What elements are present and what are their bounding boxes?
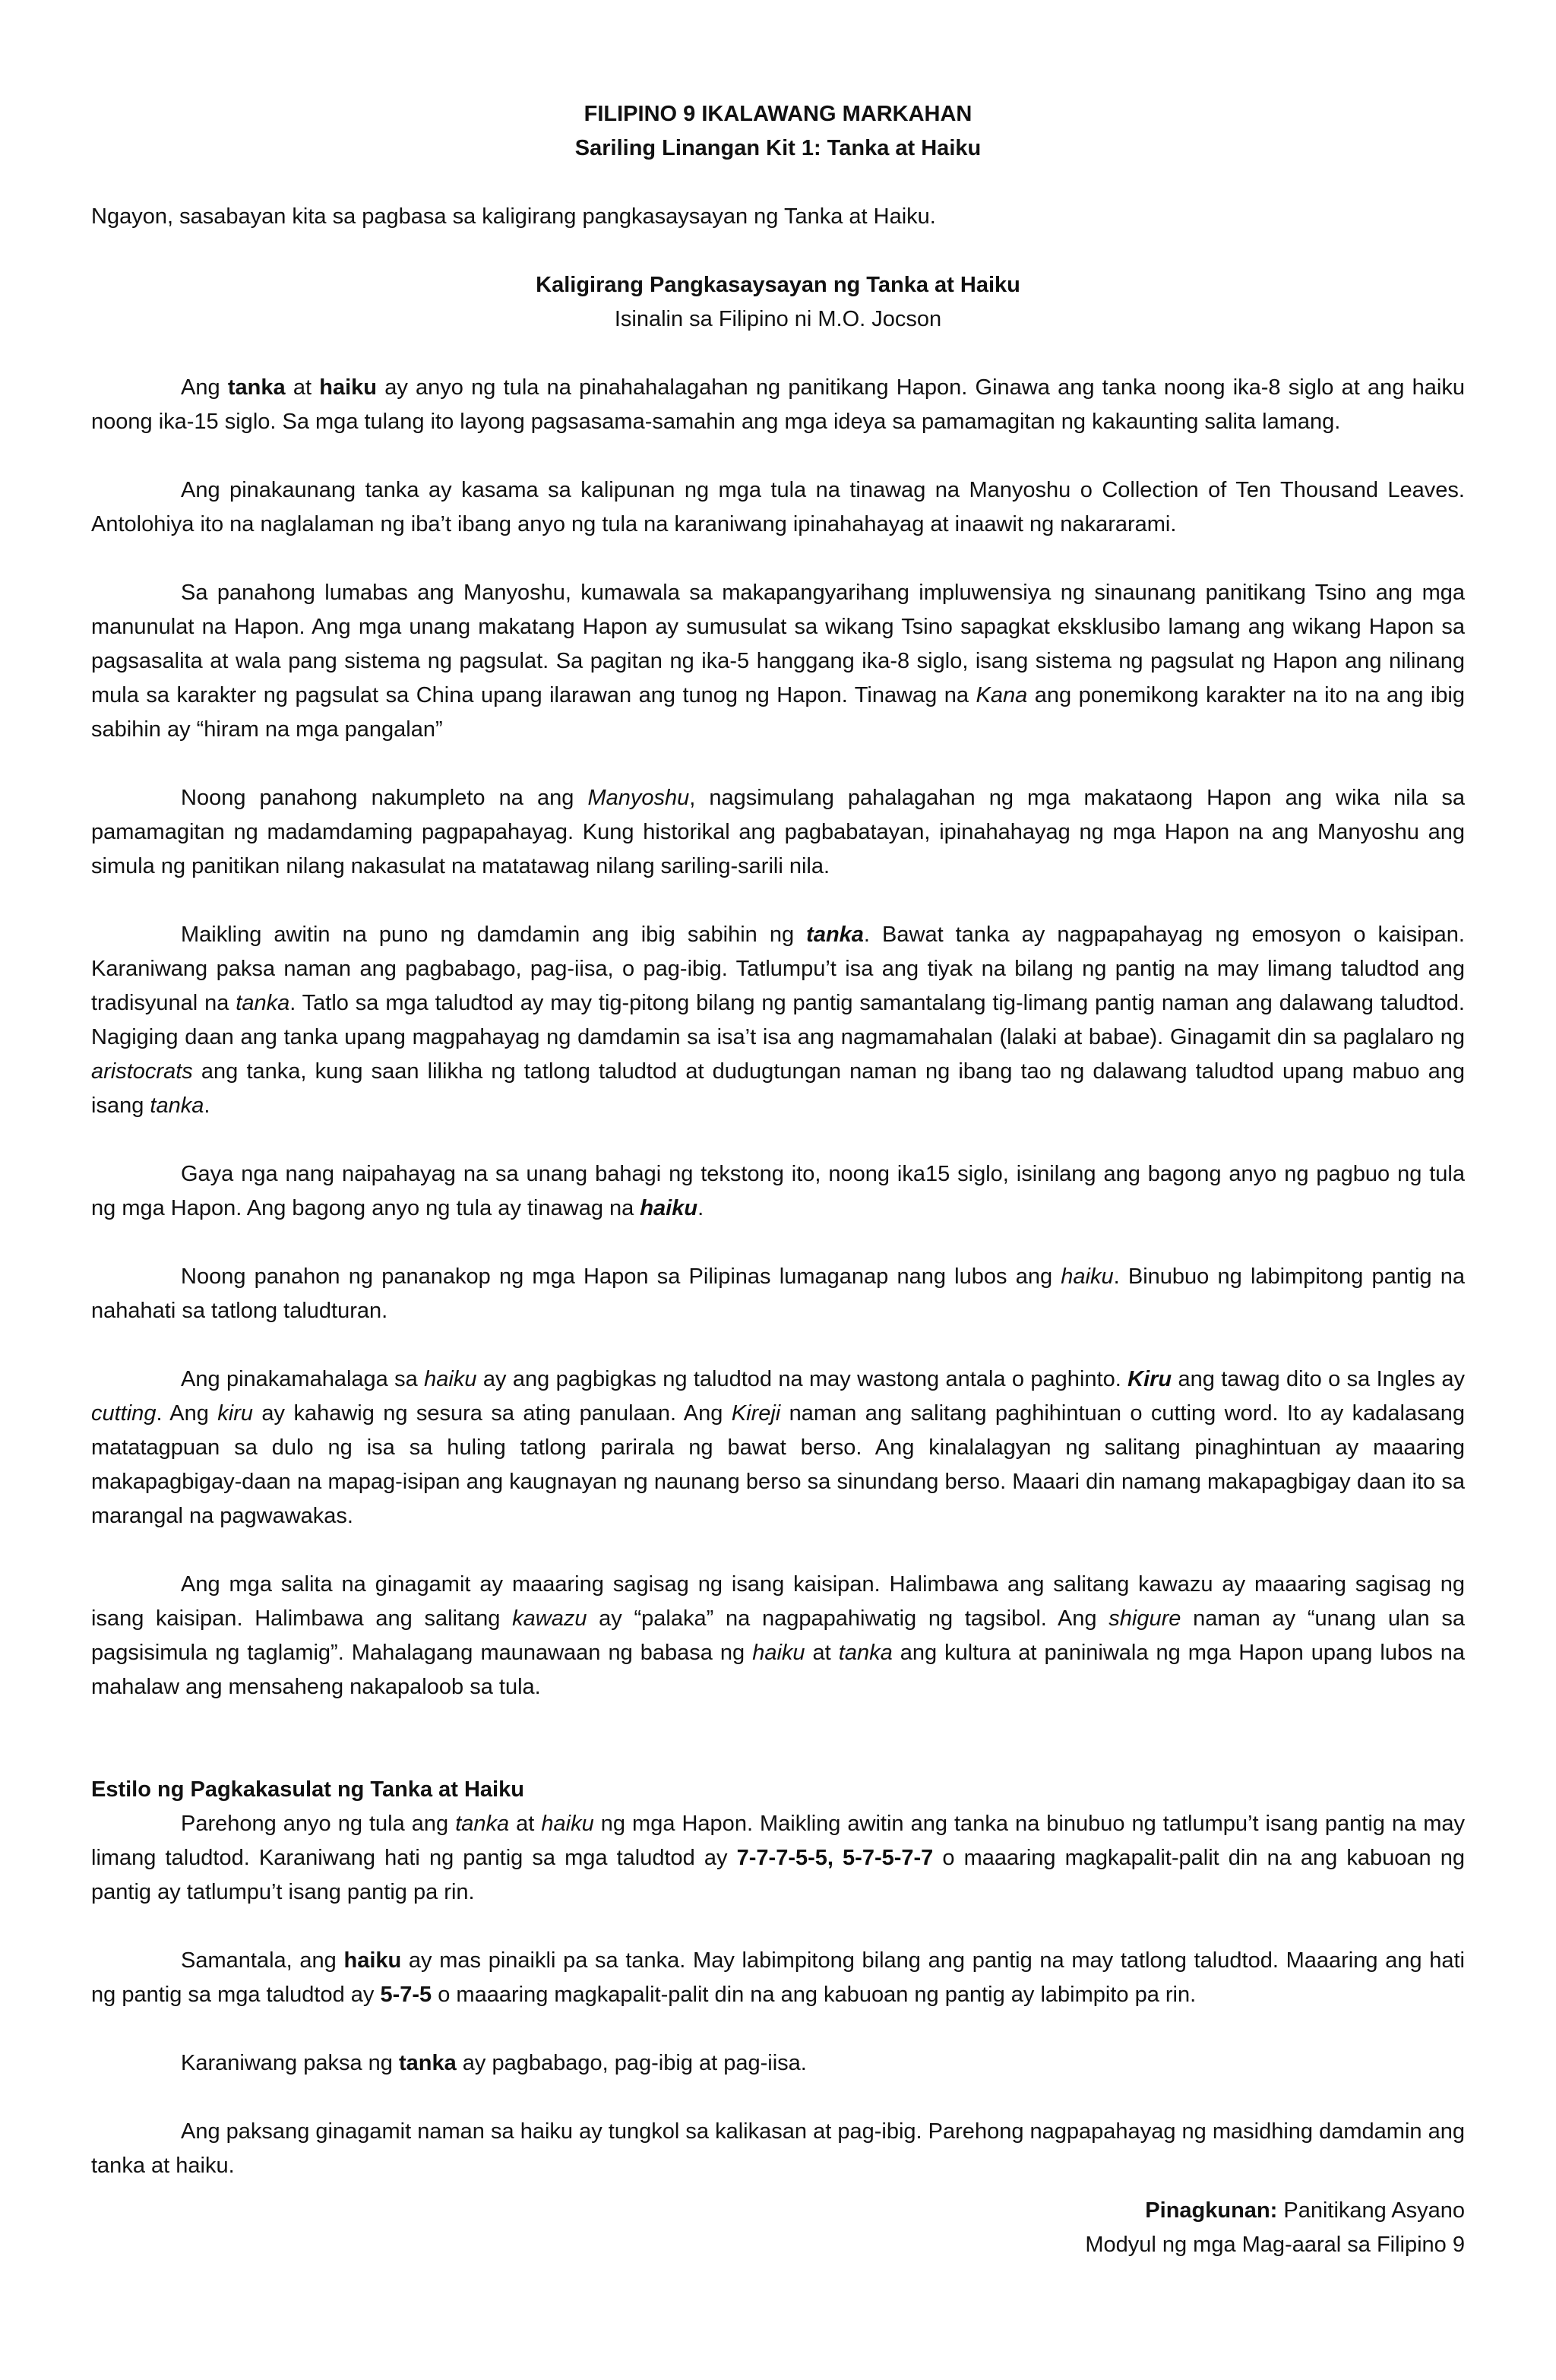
text-run: at [285, 375, 320, 400]
text-run: at [805, 1641, 839, 1665]
text-run: Ang pinakamahalaga sa [181, 1367, 425, 1391]
text-run: kawazu [512, 1606, 587, 1631]
text-run: . Bawat tanka ay nagpapahayag ng emosyon o kaisipan. Karaniwang paksa naman ang pagbabago, pag-iisa, o pag-ibig. Tatlumpu’t isa ang tiyak na bilang ng pantig na may limang taludtod ang tradisyunal na [91, 923, 1465, 1015]
paragraph [91, 2046, 1465, 2081]
text-run: Kana [976, 683, 1028, 707]
text-run: aristocrats [91, 1059, 193, 1084]
text-run: tanka [227, 375, 286, 400]
text-run: tanka [838, 1641, 893, 1665]
section-byline: Isinalin sa Filipino ni M.O. Jocson [614, 307, 942, 331]
text-run: . Tatlo sa mga taludtod ay may tig-pitong bilang ng pantig samantalang tig-limang pantig naman ang dalawang taludtod. Nagiging daan ang tanka upang magpahayag ng damdamin sa isa’t isa ang nagmamahalan (lalaki at babae). Ginagamit din sa paglalaro ng [91, 991, 1465, 1049]
paragraph [91, 371, 1465, 439]
text-run: Ang mga salita na ginagamit ay maaaring sagisag ng isang kaisipan. Halimbawa ang salitang kawazu ay maaaring sagisag ng isang kaisipan. Halimbawa ang salitang [91, 1572, 1465, 1631]
text-run: Ang pinakaunang tanka ay kasama sa kalipunan ng mga tula na tinawag na Manyoshu o Collection of Ten Thousand Leaves. Antolohiya ito na naglalaman ng iba’t ibang anyo ng tula na karaniwang ipinahahayag at inaawit ng nakararami. [91, 478, 1465, 536]
paragraph [91, 781, 1465, 884]
text-run: o maaaring magkapalit-palit din na ang kabuoan ng pantig ay labimpito pa rin. [432, 1983, 1197, 2007]
text-run: tanka [236, 991, 290, 1015]
paragraph [91, 1944, 1465, 2012]
text-run: 5-7-5 [380, 1983, 432, 2007]
text-run: ay mas pinaikli pa sa tanka. May labimpitong bilang ang pantig na may tatlong taludtod. Maaaring ang hati ng pantig sa mga taludtod ay [91, 1948, 1466, 2007]
paragraph [91, 473, 1465, 542]
text-run: Ang [181, 375, 228, 400]
text-run: . [204, 1093, 210, 1118]
document-title: FILIPINO 9 IKALAWANG MARKAHAN [584, 102, 972, 126]
paragraph [91, 1157, 1465, 1226]
text-run: haiku [1061, 1264, 1114, 1289]
paragraph [91, 918, 1465, 1123]
text-run: haiku [752, 1641, 805, 1665]
text-run: Kiru [1127, 1367, 1172, 1391]
text-run: tanka [806, 923, 864, 947]
paragraph [91, 1362, 1465, 1533]
text-run: Manyoshu [587, 786, 690, 810]
text-run: ang ponemikong karakter na ito na ang ibig sabihin ay “hiram na mga pangalan” [91, 683, 1465, 742]
text-run: ay anyo ng tula na pinahahalagahan ng panitikang Hapon. Ginawa ang tanka noong ika-8 siglo at ang haiku noong ika-15 siglo. Sa mga tulang ito layong pagsasama-samahin ang mga ideya sa pamamagitan ng kakaunting salita lamang. [91, 375, 1465, 434]
text-run: ay kahawig ng sesura sa ating panulaan. Ang [253, 1401, 732, 1426]
text-run: , nagsimulang pahalagahan ng mga makataong Hapon ang wika nila sa pamamagitan ng madamdaming pagpapahayag. Kung historikal ang pagbabatayan, ipinahahayag ng mga Hapon na ang Manyoshu ang simula ng panitikan nilang nakasulat na matatawag nilang sariling-sarili nila. [91, 786, 1465, 878]
paragraph [91, 1568, 1465, 1704]
text-run: . [697, 1196, 704, 1220]
text-run: Karaniwang paksa ng [181, 2051, 399, 2075]
text-run: naman ang salitang paghihintuan o cutting word. Ito ay kadalasang matatagpuan sa dulo ng isa sa huling tatlong parirala ng bawat berso. Ang kinalalagyan ng salitang pinaghintuan ay maaaring makapagbigay-daan na mapag-isipan ang kaugnayan ng naunang berso sa sinundang berso. Maaari din namang makapagbigay daan ito sa marangal na pagwawakas. [91, 1401, 1465, 1528]
source-title: Panitikang Asyano [1283, 2198, 1465, 2223]
text-run: . Binubuo ng labimpitong pantig na nahahati sa tatlong taludturan. [91, 1264, 1465, 1323]
text-run: haiku [343, 1948, 402, 1973]
text-run: o maaaring magkapalit-palit din na ang kabuoan ng pantig ay tatlumpu’t isang pantig pa rin. [91, 1846, 1466, 1904]
text-run: haiku [424, 1367, 477, 1391]
text-run: shigure [1108, 1606, 1181, 1631]
text-run: Samantala, ang [181, 1948, 344, 1973]
text-run: Maikling awitin na puno ng damdamin ang ibig sabihin ng [181, 923, 807, 947]
text-run: ang kultura at paniniwala ng mga Hapon upang lubos na mahalaw ang mensaheng nakapaloob sa tula. [91, 1641, 1465, 1699]
text-run: Sa panahong lumabas ang Manyoshu, kumawala sa makapangyarihang impluwensiya ng sinaunang panitikang Tsino ang mga manunulat na Hapon. Ang mga unang makatang Hapon ay sumusulat sa wikang Tsino sapagkat eksklusibo lamang ang wikang Hapon sa pagsasalita at wala pang sistema ng pagsulat. Sa pagitan ng ika-5 hanggang ika-8 siglo, isang sistema ng pagsulat ng Hapon ang nilinang mula sa karakter ng pagsulat sa China upang ilarawan ang tunog ng Hapon. Tinawag na [91, 581, 1465, 707]
text-run: at [509, 1812, 542, 1836]
source-line-2: Modyul ng mga Mag-aaral sa Filipino 9 [1085, 2233, 1465, 2257]
text-run: ay “palaka” na nagpapahiwatig ng tagsibol. Ang [587, 1606, 1109, 1631]
source-line-1 [91, 2194, 1465, 2228]
paragraph [91, 2115, 1465, 2183]
text-run: Noong panahon ng pananakop ng mga Hapon sa Pilipinas lumaganap nang lubos ang [181, 1264, 1061, 1289]
text-run: Kireji [731, 1401, 781, 1426]
text-run: ang tanka, kung saan lilikha ng tatlong taludtod at dudugtungan naman ng ibang tao ng dalawang taludtod upang mabuo ang isang [91, 1059, 1465, 1118]
paragraph [91, 1260, 1465, 1328]
text-run: haiku [541, 1812, 594, 1836]
text-run: Gaya nga nang naipahayag na sa unang bahagi ng tekstong ito, noong ika15 siglo, isinilang ang bagong anyo ng pagbuo ng tula ng mga Hapon. Ang bagong anyo ng tula ay tinawag na [91, 1162, 1465, 1220]
source-citation [91, 2194, 1465, 2262]
text-run: Noong panahong nakumpleto na ang [181, 786, 588, 810]
text-run: haiku [319, 375, 377, 400]
text-run: cutting [91, 1401, 157, 1426]
text-run: haiku [640, 1196, 698, 1220]
text-run: Ang paksang ginagamit naman sa haiku ay tungkol sa kalikasan at pag-ibig. Parehong nagpapahayag ng masidhing damdamin ang tanka at haiku. [91, 2119, 1465, 2178]
text-run: ang tawag dito o sa Ingles ay [1172, 1367, 1465, 1391]
text-run: ay ang pagbigkas ng taludtod na may wastong antala o paghinto. [476, 1367, 1128, 1391]
text-run: Parehong anyo ng tula ang [181, 1812, 456, 1836]
text-run: naman ay “unang ulan sa pagsisimula ng taglamig”. Mahalagang maunawaan ng babasa ng [91, 1606, 1466, 1665]
text-run: kiru [217, 1401, 254, 1426]
text-run: tanka [455, 1812, 510, 1836]
text-run: . Ang [156, 1401, 218, 1426]
source-label: Pinagkunan: [1145, 2198, 1278, 2223]
section-title-style: Estilo ng Pagkakasulat ng Tanka at Haiku [91, 1777, 524, 1802]
text-run: ay pagbabago, pag-ibig at pag-iisa. [456, 2051, 807, 2075]
intro-paragraph: Ngayon, sasabayan kita sa pagbasa sa kaligirang pangkasaysayan ng Tanka at Haiku. [91, 204, 936, 229]
text-run: 7-7-7-5-5, 5-7-5-7-7 [736, 1846, 934, 1870]
paragraph [91, 576, 1465, 747]
text-run: tanka [150, 1093, 204, 1118]
document-subtitle: Sariling Linangan Kit 1: Tanka at Haiku [574, 136, 982, 160]
text-run: ng mga Hapon. Maikling awitin ang tanka na binubuo ng tatlumpu’t isang pantig na may limang taludtod. Karaniwang hati ng pantig sa mga taludtod ay [91, 1812, 1465, 1870]
section-title-history: Kaligirang Pangkasaysayan ng Tanka at Haiku [536, 273, 1020, 297]
text-run: tanka [398, 2051, 457, 2075]
paragraph [91, 1807, 1465, 1910]
